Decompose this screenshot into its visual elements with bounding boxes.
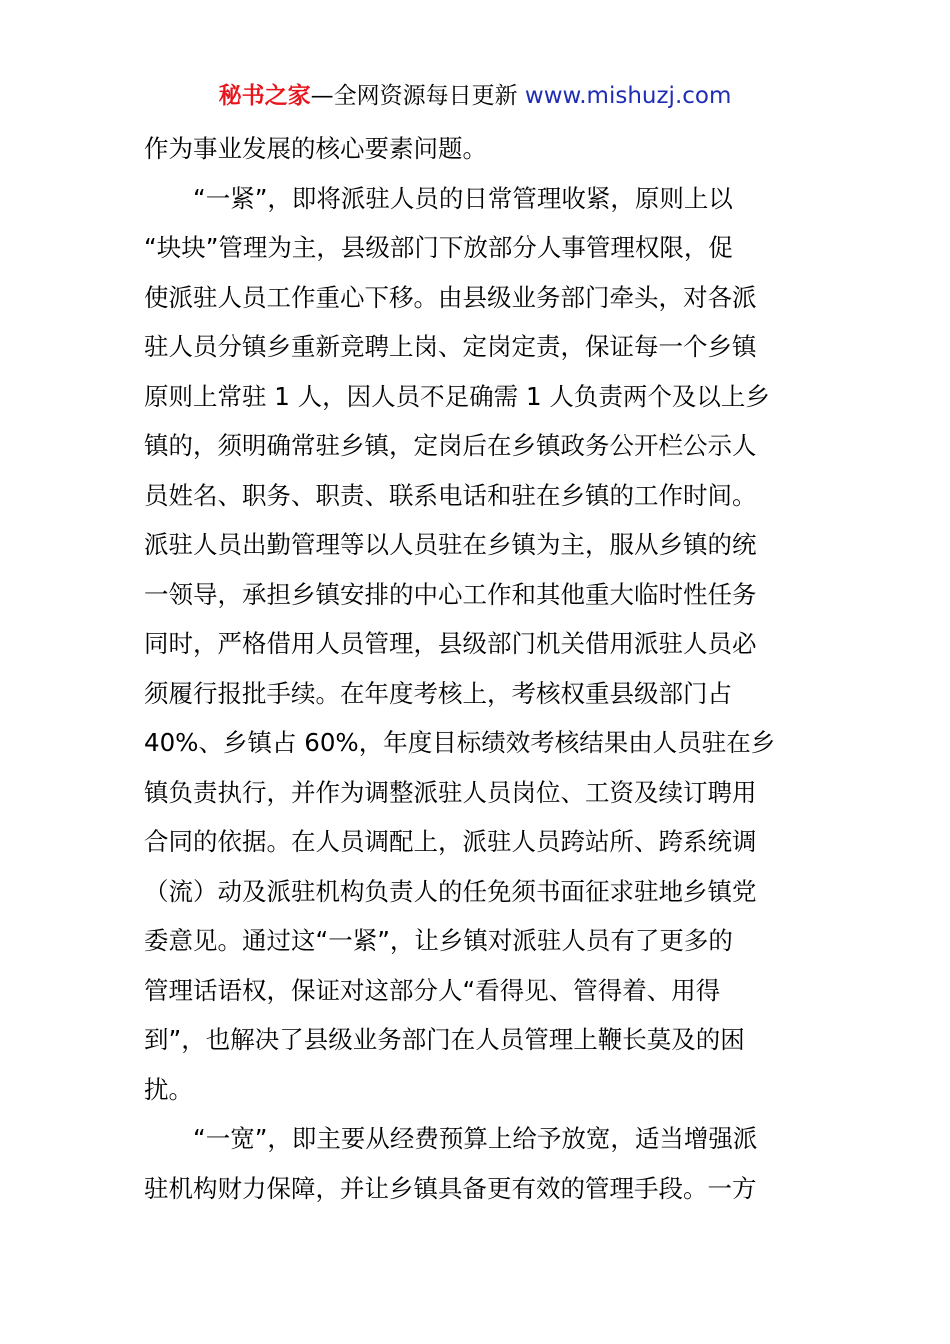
text-line-9: 派驻人员出勤管理等以人员驻在乡镇为主，服从乡镇的统 xyxy=(144,530,757,559)
text-line-3: “块块”管理为主，县级部门下放部分人事管理权限，促 xyxy=(144,233,733,262)
paragraph-yikuan-start: “一宽”，即主要从经费预算上给予放宽，适当增强派 xyxy=(193,1124,758,1153)
text-line-5: 驻人员分镇乡重新竞聘上岗、定岗定责，保证每一个乡镇 xyxy=(144,332,757,361)
text-line-6: 原则上常驻 1 人，因人员不足确需 1 人负责两个及以上乡 xyxy=(144,381,770,411)
site-header xyxy=(0,80,950,112)
text-line-11: 同时，严格借用人员管理，县级部门机关借用派驻人员必 xyxy=(144,629,757,658)
text-line-4: 使派驻人员工作重心下移。由县级业务部门牵头，对各派 xyxy=(144,282,757,312)
site-tagline: —全网资源每日更新 xyxy=(310,83,525,109)
text-line-20: 扰。 xyxy=(144,1074,193,1104)
text-line-7: 镇的，须明确常驻乡镇，定岗后在乡镇政务公开栏公示人 xyxy=(144,431,757,460)
text-line-8: 员姓名、职务、职责、联系电话和驻在乡镇的工作时间。 xyxy=(144,480,757,510)
text-line-19: 到”，也解决了县级业务部门在人员管理上鞭长莫及的困 xyxy=(144,1025,745,1054)
text-line-16: （流）动及派驻机构负责人的任免须书面征求驻地乡镇党 xyxy=(144,876,757,906)
text-line-14: 镇负责执行，并作为调整派驻人员岗位、工资及续订聘用 xyxy=(144,777,757,807)
document-body xyxy=(144,124,824,1213)
text-line-12: 须履行报批手续。在年度考核上，考核权重县级部门占 xyxy=(144,678,732,708)
site-brand: 秘书之家 xyxy=(218,83,311,109)
text-line-17: 委意见。通过这“一紧”，让乡镇对派驻人员有了更多的 xyxy=(144,926,733,955)
text-line-22: 驻机构财力保障，并让乡镇具备更有效的管理手段。一方 xyxy=(144,1173,757,1203)
text-line-1: 作为事业发展的核心要素问题。 xyxy=(144,134,487,163)
paragraph-yijin-start: “一紧”，即将派驻人员的日常管理收紧，原则上以 xyxy=(193,183,733,213)
text-line-13: 40%、乡镇占 60%，年度目标绩效考核结果由人员驻在乡 xyxy=(144,728,776,757)
text-line-10: 一领导，承担乡镇安排的中心工作和其他重大临时性任务 xyxy=(144,579,757,609)
text-line-15: 合同的依据。在人员调配上，派驻人员跨站所、跨系统调 xyxy=(144,827,757,856)
text-line-18: 管理话语权，保证对这部分人“看得见、管得着、用得 xyxy=(144,975,721,1005)
site-url-link[interactable]: www.mishuzj.com xyxy=(524,83,732,109)
